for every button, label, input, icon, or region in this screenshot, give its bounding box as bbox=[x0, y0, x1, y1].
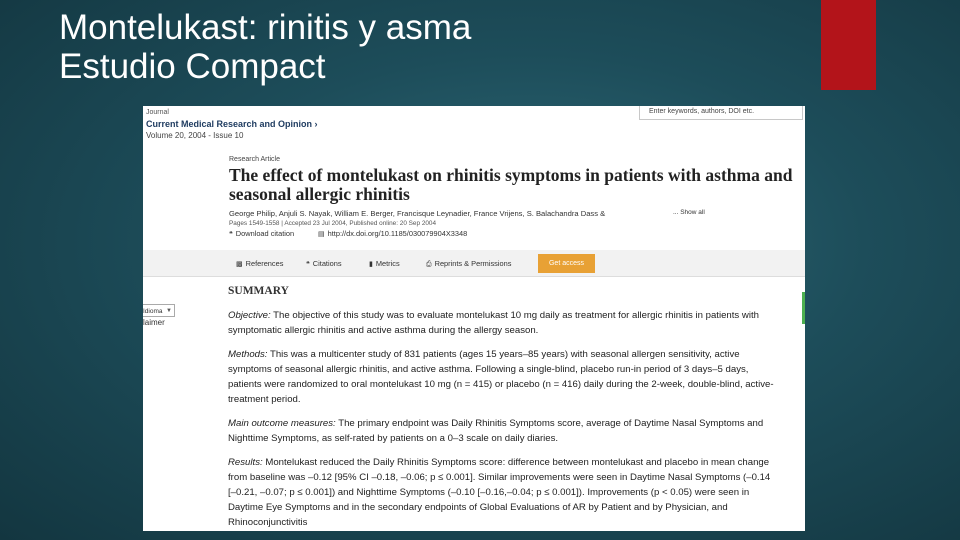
language-select-value: Idioma bbox=[143, 308, 163, 315]
outcome-paragraph bbox=[228, 416, 776, 446]
article-screenshot bbox=[143, 106, 805, 531]
outcome-lead: Main outcome measures: bbox=[228, 418, 336, 429]
search-input[interactable]: Enter keywords, authors, DOI etc. bbox=[639, 106, 803, 120]
slide-title bbox=[59, 8, 471, 86]
objective-paragraph bbox=[228, 308, 776, 338]
link-icon: ▤ bbox=[318, 231, 325, 238]
slide-title-line-1: Montelukast: rinitis y asma bbox=[59, 8, 472, 47]
objective-text: The objective of this study was to evaluate montelukast 10 mg daily as treatment for allergic rhinitis in patients with symptomatic allergic rhinitis and active asthma during the allergy season. bbox=[228, 310, 759, 336]
article-title: The effect of montelukast on rhinitis symptoms in patients with asthma and seasonal allergic rhinitis bbox=[229, 165, 793, 204]
feedback-tab[interactable] bbox=[802, 292, 805, 324]
journal-kicker: Journal bbox=[146, 109, 169, 116]
print-icon: ⎙ bbox=[426, 261, 432, 268]
book-icon: ▩ bbox=[236, 261, 243, 268]
volume-issue-link[interactable]: Volume 20, 2004 - Issue 10 bbox=[146, 131, 244, 140]
methods-lead: Methods: bbox=[228, 349, 268, 360]
publication-info: Pages 1549-1558 | Accepted 23 Jul 2004, Published online: 20 Sep 2004 bbox=[229, 220, 437, 227]
author-list[interactable]: George Philip, Anjuli S. Nayak, William E. Berger, Francisque Leynadier, France Vrijens, S. Balachandra Dass & bbox=[229, 209, 606, 218]
methods-paragraph bbox=[228, 347, 776, 407]
tab-references-label: References bbox=[245, 259, 284, 268]
disclaimer-link[interactable]: laimer bbox=[143, 318, 165, 327]
objective-lead: Objective: bbox=[228, 310, 271, 321]
methods-text: This was a multicenter study of 831 patients (ages 15 years–85 years) with seasonal allergen sensitivity, active symptoms of seasonal allergic rhinitis, and active asthma. Following a single-blind, placebo run-in period of 3 days–5 days, patients were randomized to oral montelukast 10 mg (n = 415) or placebo (n = 416) daily during the 2-week, double-blind, active-treatment period. bbox=[228, 349, 774, 405]
slide-title-line-2: Estudio Compact bbox=[59, 47, 326, 86]
journal-name-link[interactable]: Current Medical Research and Opinion › bbox=[146, 119, 318, 129]
outcome-text: The primary endpoint was Daily Rhinitis Symptoms score, average of Daytime Nasal Symptoms and Nighttime Symptoms, as self-rated by patients on a 0–3 scale on daily diaries. bbox=[228, 418, 764, 444]
article-type: Research Article bbox=[229, 156, 280, 163]
summary-heading: SUMMARY bbox=[228, 285, 289, 297]
tab-reprints[interactable] bbox=[426, 259, 511, 269]
bar-chart-icon: ▮ bbox=[369, 261, 373, 268]
results-lead: Results: bbox=[228, 457, 263, 468]
get-access-button[interactable]: Get access bbox=[538, 254, 595, 273]
results-paragraph bbox=[228, 455, 776, 530]
quote-icon: ❝ bbox=[229, 231, 233, 238]
tab-metrics[interactable] bbox=[369, 259, 400, 268]
download-citation-link[interactable] bbox=[229, 229, 294, 238]
doi-link[interactable] bbox=[318, 229, 467, 238]
results-text: Montelukast reduced the Daily Rhinitis Symptoms score: difference between montelukast and placebo in mean change from baseline was –0.12 [95% CI –0.18, –0.06; p ≤ 0.001]. Similar improvements were seen in Daytime Nasal Symptoms (–0.14 [–0.21, –0.07; p ≤ 0.001]) and Nighttime Symptoms (–0.10 [–0.16,–0.04; p ≤ 0.001]). Improvements (p < 0.05) were seen in Daytime Eye Symptoms and in the secondary endpoints of Global Evaluations of AR by Patient and by Physician, and Rhinoconjunctivitis bbox=[228, 457, 771, 528]
tab-citations-label: Citations bbox=[312, 259, 342, 268]
show-all-authors-link[interactable]: ... Show all bbox=[673, 209, 705, 216]
language-select[interactable] bbox=[143, 304, 175, 317]
tab-references[interactable] bbox=[236, 259, 283, 268]
quote-icon: ❝ bbox=[306, 261, 310, 268]
tab-citations[interactable] bbox=[306, 259, 342, 268]
tab-metrics-label: Metrics bbox=[375, 259, 400, 268]
red-accent-bar bbox=[821, 0, 876, 90]
download-citation-label: Download citation bbox=[235, 229, 295, 238]
tab-reprints-label: Reprints & Permissions bbox=[434, 259, 512, 268]
doi-label: http://dx.doi.org/10.1185/030079904X3348 bbox=[327, 229, 468, 238]
chevron-down-icon: ▼ bbox=[166, 308, 172, 314]
